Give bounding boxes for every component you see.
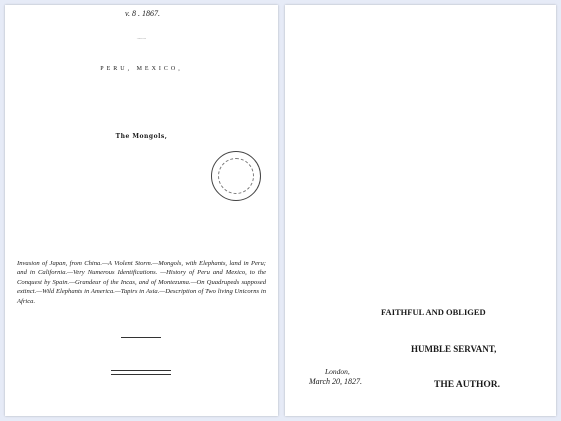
signature-line: THE AUTHOR. [434,380,500,390]
contents-description: Invasion of Japan, from China.—A Violent Storm.—Mongols, with Elephants, land in Peru; and in California.—Very Numerous Identifications. —History of Peru and Mexico, to the Conquest by Spain.—Grandeur of the Incas, and of Montezuma.—On Quadrupeds supposed extinct.—Wild Elephants in America.—Tapirs in Asia.—Description of Two living Unicorns in Africa. [17,260,266,305]
mongols-heading: The Mongols, [115,133,168,140]
date-line: March 20, 1827. [309,377,363,386]
peru-mexico-heading: PERU, MEXICO, [100,66,183,72]
divider-rule-2 [111,370,171,375]
place-line: London, [325,367,350,376]
divider-rule-1 [121,337,161,338]
title-page [5,5,278,416]
library-stamp [211,151,261,201]
dedication-page [285,5,556,416]
conquest-heading: Conquest [136,39,147,40]
faithful-line: FAITHFUL AND OBLIGED [381,307,486,317]
humble-servant-line: HUMBLE SERVANT, [411,344,497,354]
handwritten-note: v. 8 . 1867. [125,9,160,18]
